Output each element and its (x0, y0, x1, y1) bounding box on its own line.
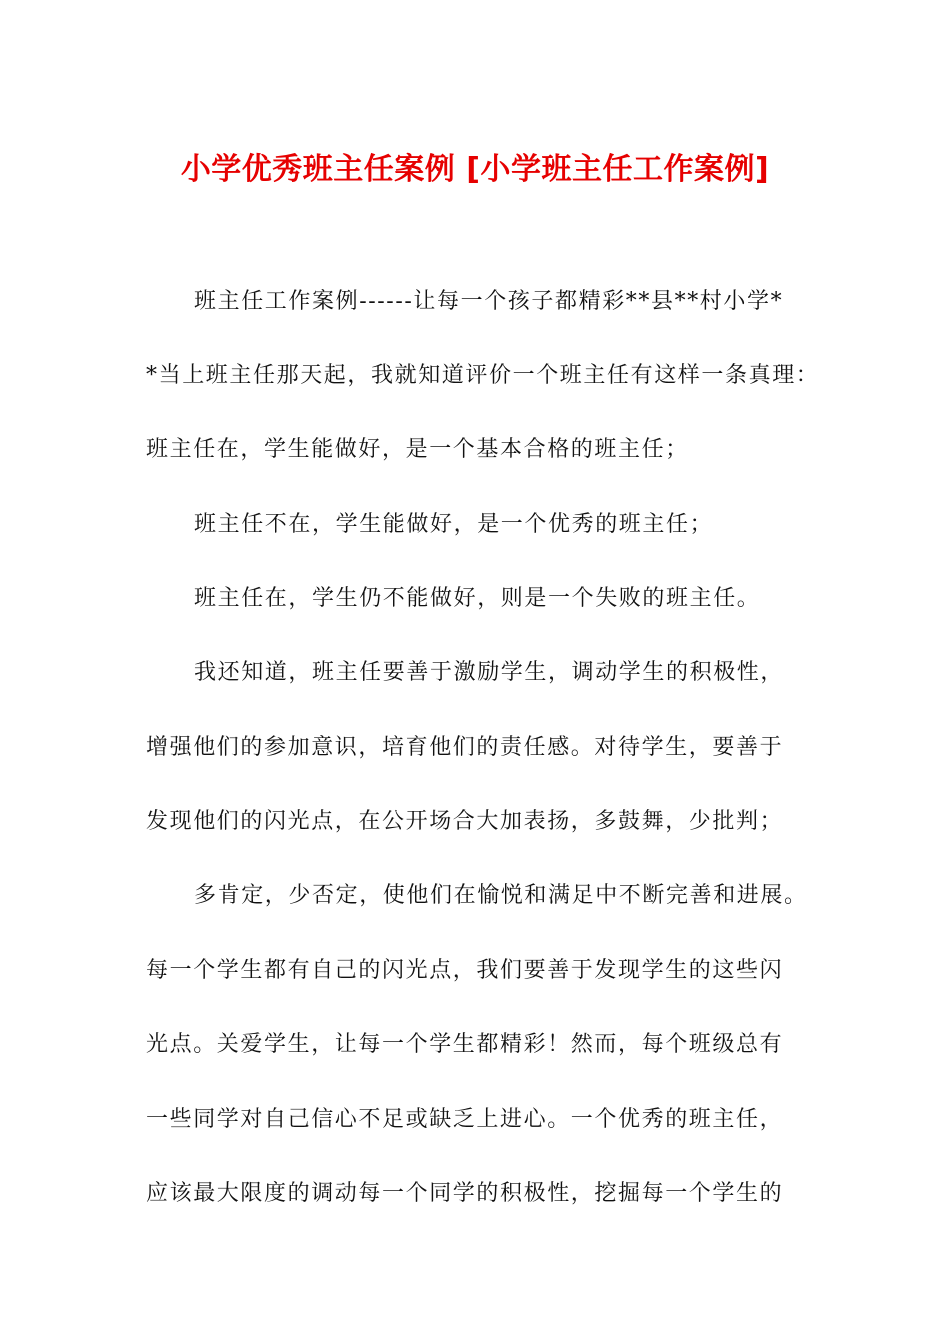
body-line: 班主任在，学生仍不能做好，则是一个失败的班主任。 (194, 586, 761, 611)
document-title: 小学优秀班主任案例 [小学班主任工作案例] (180, 152, 770, 187)
body-line: 一些同学对自己信心不足或缺乏上进心。一个优秀的班主任， (146, 1107, 784, 1132)
body-line: 发现他们的闪光点，在公开场合大加表扬，多鼓舞，少批判； (146, 809, 784, 834)
body-line: *当上班主任那天起，我就知道评价一个班主任有这样一条真理： (146, 363, 820, 388)
body-line: 多肯定，少否定，使他们在愉悦和满足中不断完善和进展。 (194, 883, 808, 908)
body-line: 增强他们的参加意识，培育他们的责任感。对待学生，要善于 (146, 735, 784, 760)
body-line: 光点。关爱学生，让每一个学生都精彩！然而，每个班级总有 (146, 1032, 784, 1057)
body-line: 班主任在，学生能做好，是一个基本合格的班主任； (146, 437, 689, 462)
body-line: 每一个学生都有自己的闪光点，我们要善于发现学生的这些闪 (146, 958, 784, 983)
body-line: 我还知道，班主任要善于激励学生，调动学生的积极性， (194, 660, 785, 685)
body-line: 应该最大限度的调动每一个同学的积极性，挖掘每一个学生的 (146, 1181, 784, 1206)
body-line: 班主任工作案例------让每一个孩子都精彩**县**村小学* (194, 289, 784, 314)
body-line: 班主任不在，学生能做好，是一个优秀的班主任； (194, 512, 714, 537)
